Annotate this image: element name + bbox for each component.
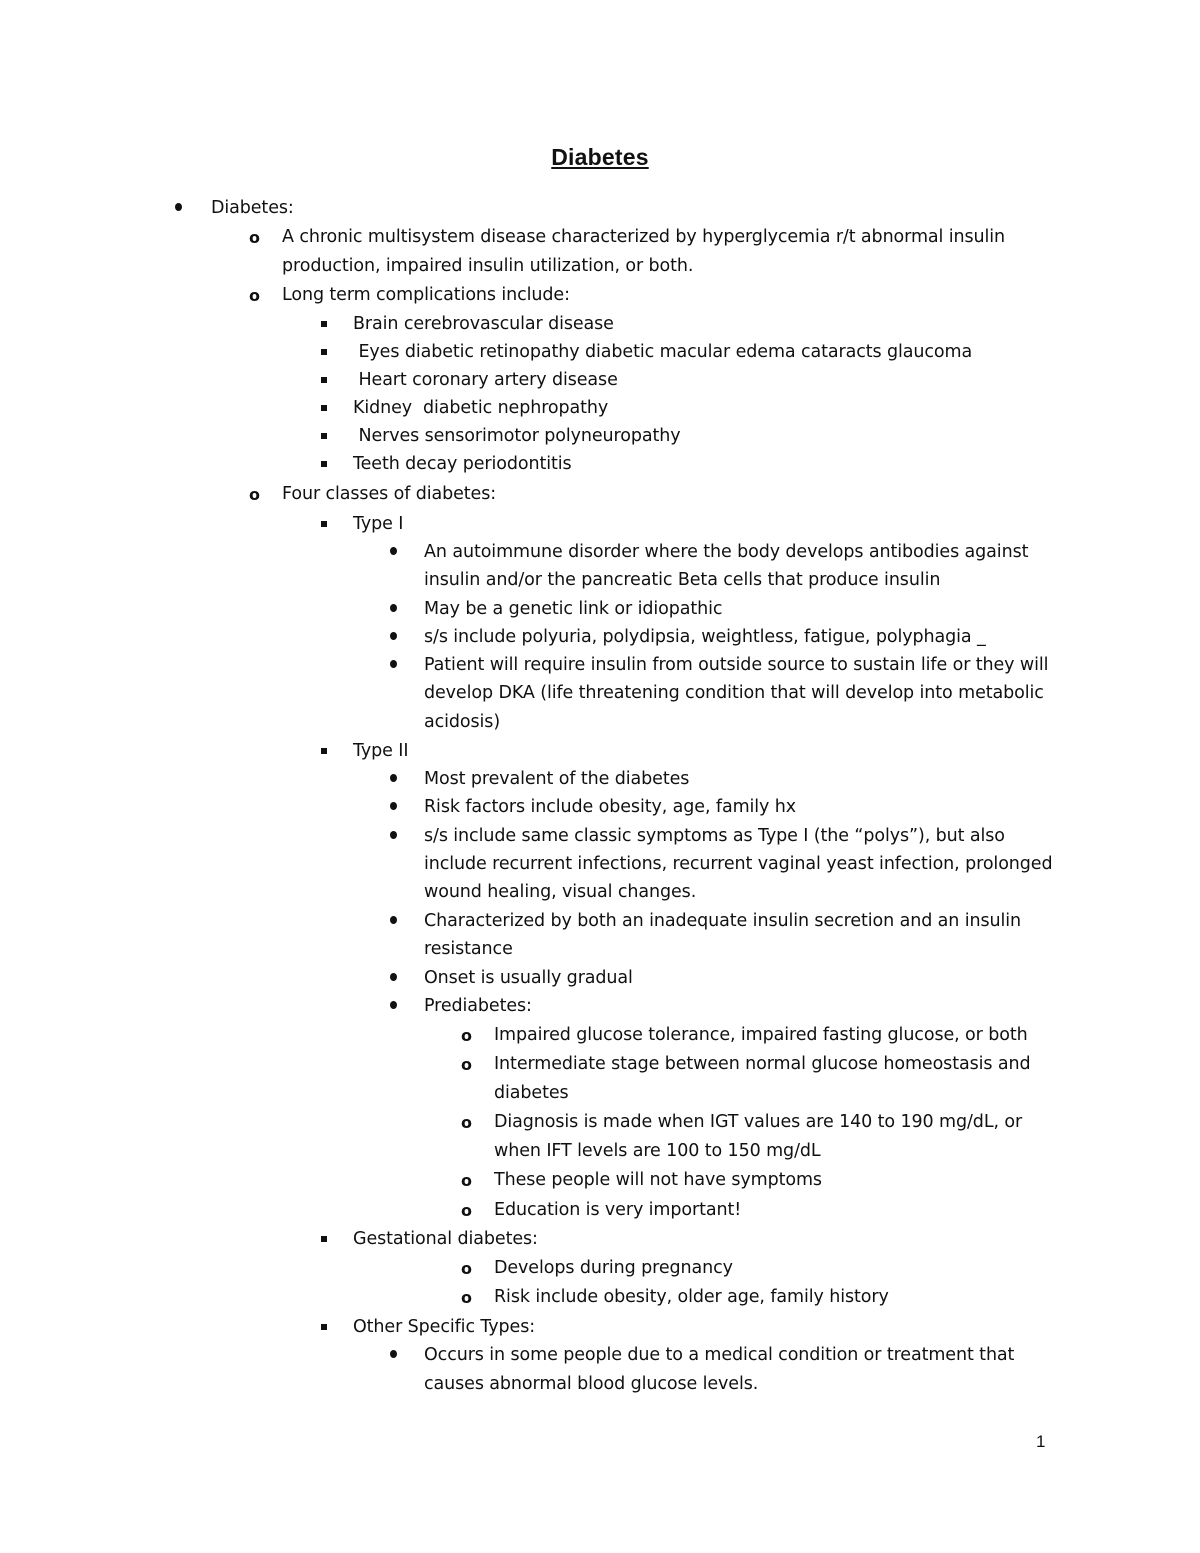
list-line	[0, 679, 1200, 707]
list-line	[0, 907, 1200, 935]
circle-bullet-icon: o	[461, 1259, 472, 1278]
list-item-text: Onset is usually gradual	[424, 968, 633, 988]
list-item-text: Patient will require insulin from outside source to sustain life or they will	[424, 655, 1049, 675]
list-line	[0, 1166, 1200, 1194]
square-bullet-icon	[321, 377, 327, 383]
list-line	[0, 1079, 1200, 1107]
list-item-text: insulin and/or the pancreatic Beta cells that produce insulin	[424, 570, 941, 590]
circle-bullet-icon: o	[461, 1055, 472, 1074]
list-line	[0, 1313, 1200, 1341]
list-line	[0, 510, 1200, 538]
list-line	[0, 366, 1200, 394]
list-line	[0, 1254, 1200, 1282]
list-line	[0, 338, 1200, 366]
list-line	[0, 595, 1200, 623]
list-line	[0, 651, 1200, 679]
disc-bullet-icon	[390, 916, 397, 924]
square-bullet-icon	[321, 461, 327, 467]
circle-bullet-icon: o	[461, 1201, 472, 1220]
list-line	[0, 623, 1200, 651]
list-item-text: Diabetes:	[211, 198, 294, 218]
circle-bullet-icon: o	[249, 286, 260, 305]
list-item-text: Eyes diabetic retinopathy diabetic macular edema cataracts glaucoma	[353, 342, 973, 362]
disc-bullet-icon	[175, 203, 182, 211]
list-item-text: An autoimmune disorder where the body develops antibodies against	[424, 542, 1029, 562]
list-line	[0, 538, 1200, 566]
disc-bullet-icon	[390, 604, 397, 612]
list-line	[0, 450, 1200, 478]
list-line	[0, 1225, 1200, 1253]
list-line	[0, 850, 1200, 878]
square-bullet-icon	[321, 349, 327, 355]
list-item-text: resistance	[424, 939, 513, 959]
list-line	[0, 1137, 1200, 1165]
list-line	[0, 223, 1200, 251]
list-line	[0, 422, 1200, 450]
disc-bullet-icon	[390, 632, 397, 640]
list-line	[0, 935, 1200, 963]
list-item-text: s/s include polyuria, polydipsia, weightless, fatigue, polyphagia _	[424, 627, 986, 647]
list-line	[0, 1108, 1200, 1136]
list-item-text: Other Specific Types:	[353, 1317, 536, 1337]
disc-bullet-icon	[390, 774, 397, 782]
list-line	[0, 822, 1200, 850]
list-item-text: Impaired glucose tolerance, impaired fasting glucose, or both	[494, 1025, 1028, 1045]
list-line	[0, 793, 1200, 821]
square-bullet-icon	[321, 405, 327, 411]
list-line	[0, 394, 1200, 422]
list-line	[0, 737, 1200, 765]
square-bullet-icon	[321, 521, 327, 527]
list-item-text: Prediabetes:	[424, 996, 532, 1016]
list-item-text: diabetes	[494, 1083, 569, 1103]
page-title: Diabetes	[551, 144, 649, 170]
disc-bullet-icon	[390, 660, 397, 668]
disc-bullet-icon	[390, 547, 397, 555]
list-line	[0, 765, 1200, 793]
list-line	[0, 878, 1200, 906]
disc-bullet-icon	[390, 802, 397, 810]
circle-bullet-icon: o	[461, 1113, 472, 1132]
list-line	[0, 1021, 1200, 1049]
disc-bullet-icon	[390, 1001, 397, 1009]
list-item-text: Diagnosis is made when IGT values are 140 to 190 mg/dL, or	[494, 1112, 1023, 1132]
list-item-text: s/s include same classic symptoms as Type I (the “polys”), but also	[424, 826, 1005, 846]
circle-bullet-icon: o	[461, 1171, 472, 1190]
list-item-text: Type I	[353, 514, 404, 534]
list-item-text: Occurs in some people due to a medical condition or treatment that	[424, 1345, 1015, 1365]
list-line	[0, 566, 1200, 594]
list-item-text: include recurrent infections, recurrent vaginal yeast infection, prolonged	[424, 854, 1053, 874]
circle-bullet-icon: o	[461, 1288, 472, 1307]
list-item-text: These people will not have symptoms	[494, 1170, 822, 1190]
list-item-text: Risk factors include obesity, age, family hx	[424, 797, 797, 817]
list-item-text: Develops during pregnancy	[494, 1258, 733, 1278]
page-number: 1	[1036, 1432, 1046, 1451]
list-item-text: Risk include obesity, older age, family history	[494, 1287, 889, 1307]
list-item-text: causes abnormal blood glucose levels.	[424, 1374, 759, 1394]
list-line	[0, 310, 1200, 338]
list-line	[0, 1196, 1200, 1224]
list-line	[0, 708, 1200, 736]
list-item-text: May be a genetic link or idiopathic	[424, 599, 723, 619]
square-bullet-icon	[321, 321, 327, 327]
list-item-text: when IFT levels are 100 to 150 mg/dL	[494, 1141, 821, 1161]
square-bullet-icon	[321, 748, 327, 754]
list-line	[0, 964, 1200, 992]
list-item-text: Education is very important!	[494, 1200, 742, 1220]
list-line	[0, 1050, 1200, 1078]
list-line	[0, 1370, 1200, 1398]
list-line	[0, 1341, 1200, 1369]
list-item-text: Type II	[353, 741, 409, 761]
circle-bullet-icon: o	[249, 228, 260, 247]
list-line	[0, 194, 1200, 222]
list-line	[0, 1283, 1200, 1311]
list-line	[0, 480, 1200, 508]
circle-bullet-icon: o	[461, 1026, 472, 1045]
list-line	[0, 252, 1200, 280]
disc-bullet-icon	[390, 831, 397, 839]
list-line	[0, 992, 1200, 1020]
circle-bullet-icon: o	[249, 485, 260, 504]
list-item-text: Kidney diabetic nephropathy	[353, 398, 609, 418]
list-item-text: Nerves sensorimotor polyneuropathy	[353, 426, 681, 446]
list-item-text: develop DKA (life threatening condition that will develop into metabolic	[424, 683, 1044, 703]
list-item-text: A chronic multisystem disease characterized by hyperglycemia r/t abnormal insulin	[282, 227, 1006, 247]
list-item-text: Most prevalent of the diabetes	[424, 769, 690, 789]
square-bullet-icon	[321, 433, 327, 439]
list-item-text: Brain cerebrovascular disease	[353, 314, 614, 334]
disc-bullet-icon	[390, 973, 397, 981]
list-line	[0, 281, 1200, 309]
list-item-text: Gestational diabetes:	[353, 1229, 538, 1249]
list-item-text: Intermediate stage between normal glucose homeostasis and	[494, 1054, 1031, 1074]
list-item-text: wound healing, visual changes.	[424, 882, 697, 902]
list-item-text: acidosis)	[424, 712, 501, 732]
square-bullet-icon	[321, 1324, 327, 1330]
list-item-text: production, impaired insulin utilization, or both.	[282, 256, 694, 276]
list-item-text: Characterized by both an inadequate insulin secretion and an insulin	[424, 911, 1022, 931]
list-item-text: Heart coronary artery disease	[353, 370, 618, 390]
list-item-text: Four classes of diabetes:	[282, 484, 497, 504]
list-item-text: Teeth decay periodontitis	[353, 454, 572, 474]
list-item-text: Long term complications include:	[282, 285, 570, 305]
disc-bullet-icon	[390, 1350, 397, 1358]
square-bullet-icon	[321, 1236, 327, 1242]
